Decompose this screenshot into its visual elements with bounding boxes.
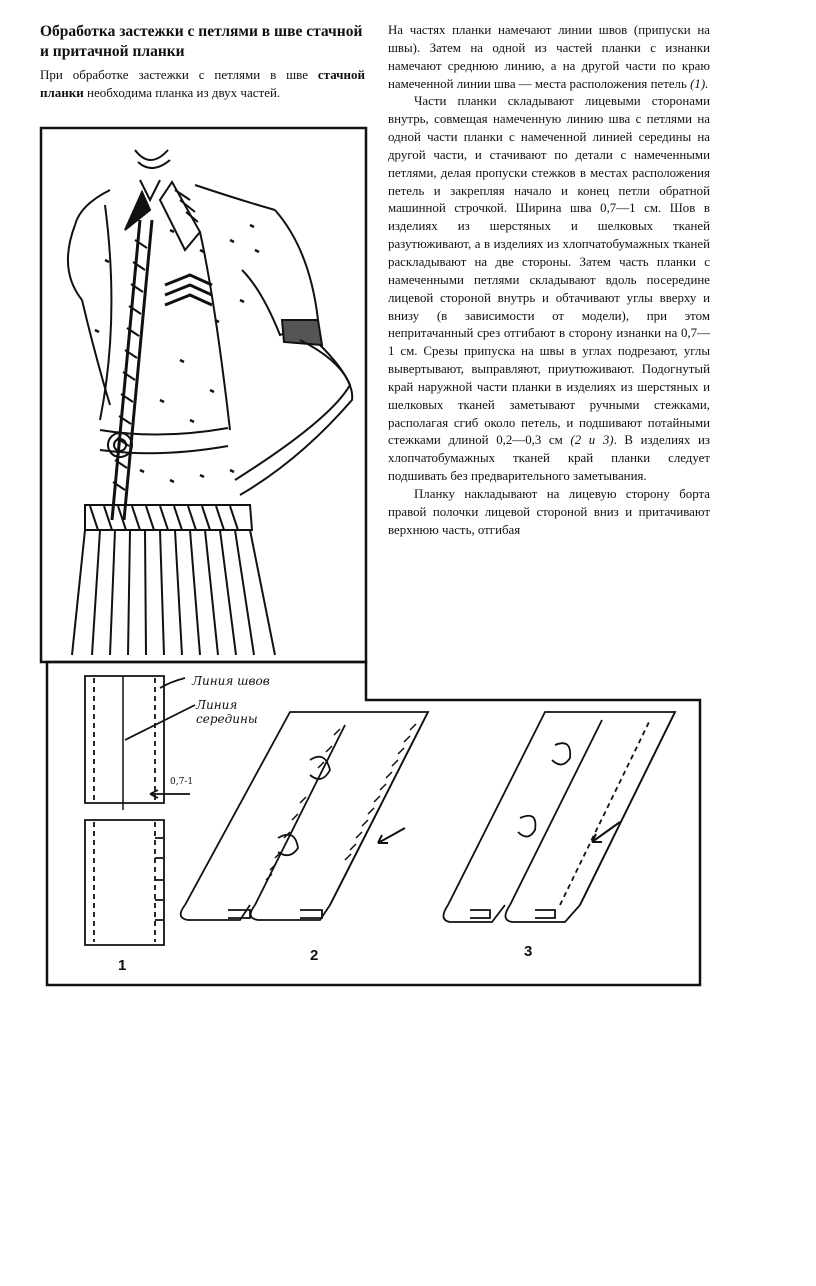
figure-number-3: 3 bbox=[524, 943, 533, 960]
figure-3-diagram bbox=[443, 712, 675, 922]
fashion-illustration-frame bbox=[41, 128, 366, 662]
intro-text-1: При обработке застежки с петлями в шве bbox=[40, 67, 318, 82]
fashion-sketch bbox=[68, 150, 352, 655]
intro-text-2: необходима планка из двух частей. bbox=[83, 85, 281, 100]
technical-figure-frame bbox=[47, 662, 700, 985]
p2-text-a: Части планки складывают лицевыми сторонами внутрь, совмещая намеченную линию шва с петлями на одной части планки с намеченной линией середины на другой части, и стачивают по детали с намеченными петлями, делая пропуски стежков в местах расположения петель и закрепляя начало и конец петли обратной машинной строчкой. Ширина шва 0,7—1 см. Шов в изделиях из шерстяных и шелковых тканей разутюживают, а в изделиях из хлопчатобумажных тканей раскладывают на две стороны. Затем часть планки с намеченными петлями складывают вдоль посередине лицевой стороной внутрь и обтачивают углы вверху и внизу (в зависимости от модели), при этом непритачанный срез отгибают в сторону изнанки на 0,7—1 см. Срезы припуска на швы в углах подрезают, углы вывертывают, выправляют, приутюживают. Подогнутый край наружной части планки в изделиях из шерстяных и шелковых тканей заметывают ручными стежками, располагая сгиб около петель, и подшивают потайными стежками длиной 0,2—0,3 см bbox=[388, 94, 710, 448]
p3-text: Планку накладывают на лицевую сторону борта правой полочки лицевой стороной вниз и притачивают верхнюю часть, отгибая bbox=[388, 486, 710, 537]
figure-number-2: 2 bbox=[310, 947, 319, 964]
figure-1-diagram bbox=[85, 676, 195, 945]
figure-number-1: 1 bbox=[118, 957, 127, 974]
p1-figure-ref: (1). bbox=[690, 76, 709, 91]
p2-figure-ref: (2 и 3) bbox=[570, 433, 614, 448]
figure-2-diagram bbox=[181, 712, 428, 920]
p1-text: На частях планки намечают линии швов (припуски на швы). Затем на одной из частей планки с изнанки намечают среднюю линию, а на другой части по краю намеченной линии шва — места расположения петель bbox=[388, 23, 710, 91]
p2-text-b: . В изделиях из хлопчатобумажных тканей край планки следует подшивать без предварительного заметывания. bbox=[388, 433, 710, 484]
label-middle-line: Линия середины bbox=[196, 698, 258, 726]
article-heading: Обработка застежки с петлями в шве стачной и притачной планки bbox=[40, 23, 363, 60]
label-seam-line: Линия швов bbox=[192, 674, 270, 688]
intro-bold-term: стачной планки bbox=[40, 67, 365, 100]
label-measure: 0,7-1 bbox=[170, 777, 194, 787]
